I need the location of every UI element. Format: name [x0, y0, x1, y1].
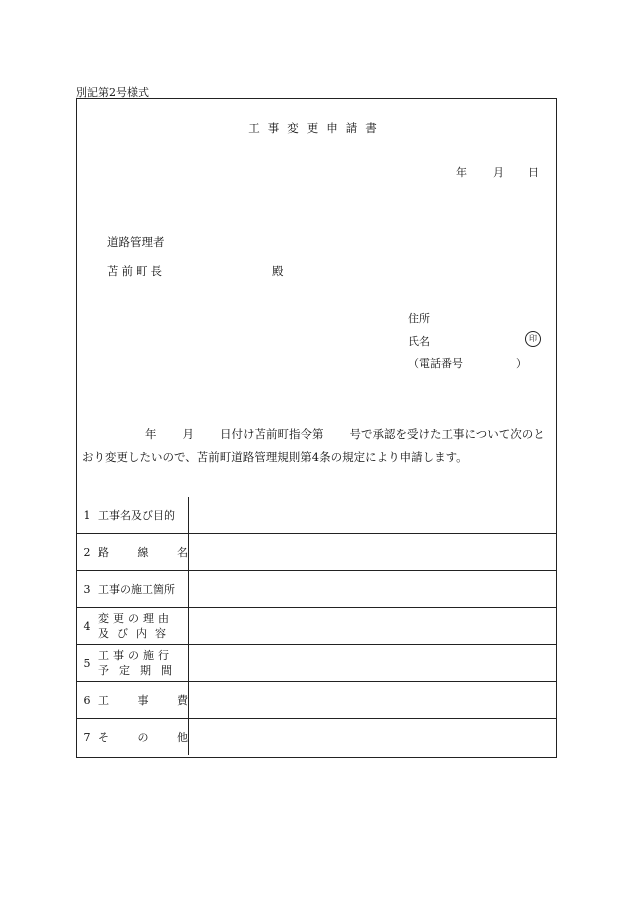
item-value-cell[interactable]	[189, 608, 558, 645]
item-label-line-1: 工事の施行	[98, 649, 173, 662]
item-value-cell[interactable]	[189, 571, 558, 608]
form-number-label: 別記第2号様式	[76, 86, 149, 99]
table-row	[76, 534, 557, 571]
body-month: 月	[182, 427, 194, 441]
body-year: 年	[145, 427, 157, 441]
item-number: 5	[76, 645, 98, 682]
item-label-line-2: 予定期間	[98, 664, 182, 677]
item-label-line-2: 及び内容	[98, 627, 174, 640]
addressee-title: 道路管理者	[107, 235, 165, 249]
body-directive: 日付け苫前町指令第	[220, 427, 324, 441]
applicant-address-label: 住所	[408, 312, 430, 325]
table-row	[76, 571, 557, 608]
item-number: 6	[76, 682, 98, 719]
item-number: 2	[76, 534, 98, 571]
date-month-label: 月	[493, 166, 504, 179]
item-label	[98, 645, 189, 682]
table-row	[76, 645, 557, 682]
body-line-2: おり変更したいので、苫前町道路管理規則第4条の規定により申請します。	[82, 450, 468, 464]
item-number: 3	[76, 571, 98, 608]
document-title: 工事変更申請書	[248, 121, 385, 135]
addressee-name: 苫前町長	[107, 264, 165, 278]
item-number: 1	[83, 508, 91, 522]
item-number: 7	[76, 719, 98, 756]
table-row	[76, 497, 557, 534]
item-value-cell[interactable]	[189, 682, 558, 719]
items-table	[76, 497, 557, 755]
table-row	[76, 608, 557, 645]
item-label-line-1: 変更の理由	[98, 612, 173, 625]
seal-icon: 印	[525, 331, 541, 347]
item-value-cell[interactable]	[189, 497, 558, 534]
date-year-label: 年	[456, 166, 467, 179]
item-label: そ の 他	[98, 719, 189, 756]
body-approval: 号で承認を受けた工事について次のと	[349, 427, 545, 441]
table-row	[76, 682, 557, 719]
item-label	[98, 608, 189, 645]
item-label: 工事名及び目的	[98, 497, 189, 534]
body-line-1	[145, 426, 545, 442]
addressee-honorific: 殿	[272, 264, 284, 278]
item-value-cell[interactable]	[189, 719, 558, 756]
applicant-name-label: 氏名	[408, 335, 430, 348]
date-day-label: 日	[528, 166, 539, 179]
item-label: 路 線 名	[98, 534, 189, 571]
applicant-phone-close: ）	[516, 357, 527, 370]
item-label: 工 事 費	[98, 682, 189, 719]
item-number: 4	[76, 608, 98, 645]
table-row	[76, 719, 557, 756]
item-value-cell[interactable]	[189, 534, 558, 571]
item-value-cell[interactable]	[189, 645, 558, 682]
applicant-phone-label: （電話番号	[408, 357, 463, 370]
item-label: 工事の施工箇所	[98, 571, 189, 608]
